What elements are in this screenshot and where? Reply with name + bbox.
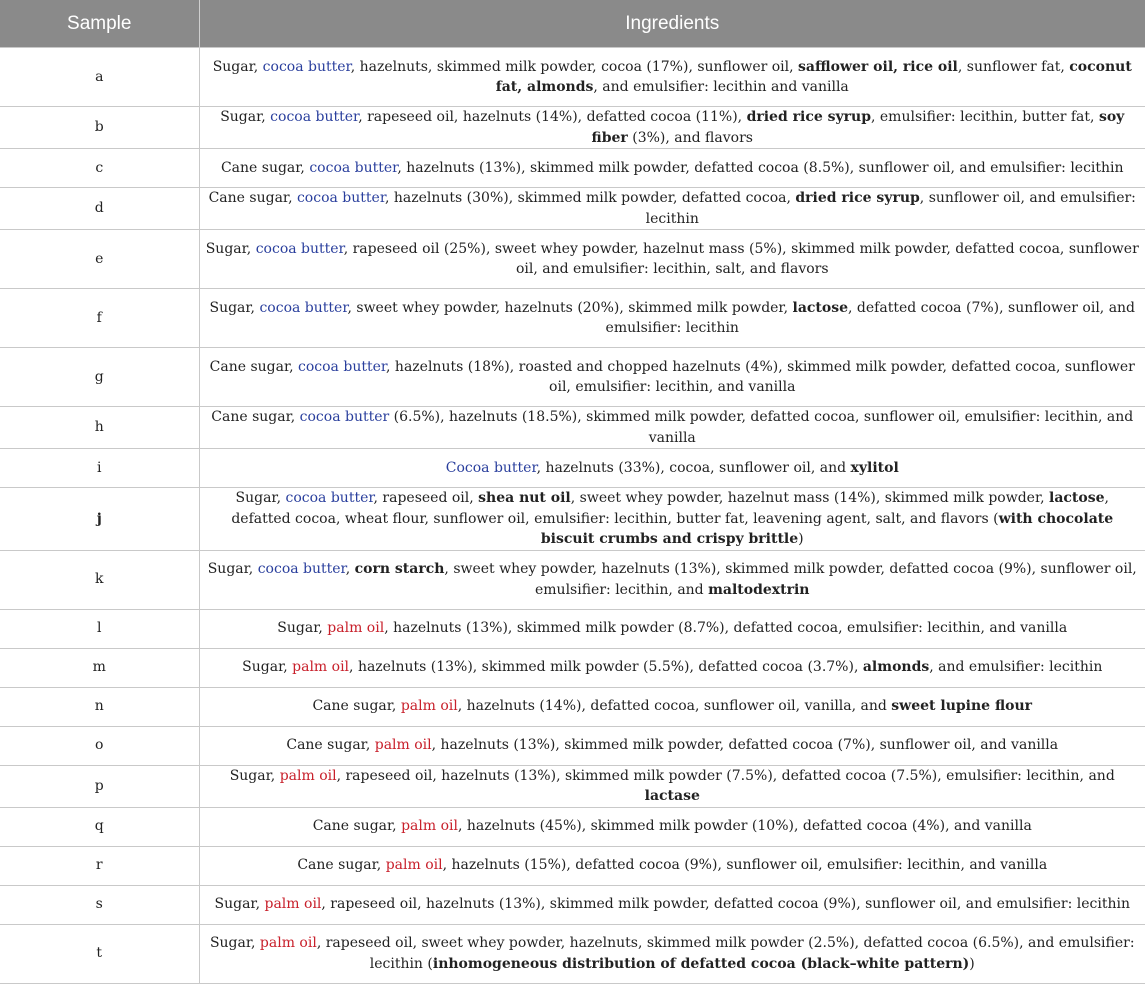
palm-oil-highlight: palm oil	[279, 767, 337, 784]
ingredient-text: , sunflower oil, and emulsifier: lecithin	[645, 190, 1136, 227]
table-row	[0, 807, 1145, 846]
bold-ingredient: almonds	[862, 659, 930, 676]
ingredient-text: , sweet whey powder, hazelnuts (13%), skimmed milk powder, defatted cocoa (9%), sunflower oil, emulsifier: lecithin, and	[444, 561, 1137, 598]
ingredients-cell	[199, 885, 1145, 924]
ingredient-text: Cane sugar,	[208, 190, 297, 206]
ingredient-text: , hazelnuts, skimmed milk powder, cocoa (17%), sunflower oil,	[350, 58, 799, 75]
ingredient-text: , and emulsifier: lecithin	[929, 659, 1103, 676]
ingredient-text: Cane sugar,	[286, 737, 375, 754]
ingredients-cell	[199, 807, 1145, 846]
ingredients-cell	[199, 488, 1145, 551]
sample-cell: b	[0, 107, 199, 149]
ingredient-text: , hazelnuts (33%), cocoa, sunflower oil, and	[536, 459, 851, 476]
table-row	[0, 407, 1145, 449]
ingredients-cell	[199, 48, 1145, 107]
palm-oil-highlight: palm oil	[259, 935, 317, 951]
ingredient-text: , and emulsifier: lecithin and vanilla	[593, 79, 849, 95]
ingredient-text: Cane sugar,	[297, 857, 386, 874]
ingredient-text: Cane sugar,	[211, 409, 300, 425]
ingredient-text: , hazelnuts (14%), defatted cocoa, sunflower oil, vanilla, and	[457, 698, 892, 715]
table-row	[0, 924, 1145, 983]
ingredient-text: , defatted cocoa (7%), sunflower oil, and emulsifier: lecithin	[605, 299, 1136, 336]
ingredient-text: , rapeseed oil, hazelnuts (13%), skimmed milk powder, defatted cocoa (9%), sunflower oil, and emulsifier: lecithin	[321, 896, 1130, 913]
ingredient-text: , rapeseed oil (25%), sweet whey powder, hazelnut mass (5%), skimmed milk powder, defatted cocoa, sunflower oil, and emulsifier: lecithin, salt, and flavors	[343, 240, 1139, 277]
ingredient-text: Sugar,	[229, 767, 280, 784]
ingredient-text: Sugar,	[209, 935, 260, 951]
ingredient-text: , rapeseed oil, sweet whey powder, hazelnuts, skimmed milk powder (2.5%), defatted cocoa (6.5%), and emulsifier: lecithin (	[316, 935, 1135, 972]
cocoa-butter-highlight: cocoa butter	[259, 299, 348, 316]
sample-cell: g	[0, 348, 199, 407]
ingredients-cell	[199, 687, 1145, 726]
ingredient-text: Sugar,	[209, 299, 260, 316]
cocoa-butter-highlight: cocoa butter	[270, 109, 359, 125]
ingredients-cell	[199, 348, 1145, 407]
ingredients-cell	[199, 609, 1145, 648]
table-row	[0, 687, 1145, 726]
sample-cell: l	[0, 609, 199, 648]
sample-cell: c	[0, 149, 199, 188]
palm-oil-highlight: palm oil	[327, 620, 385, 637]
ingredients-cell	[199, 107, 1145, 149]
ingredient-text: Cane sugar,	[220, 159, 310, 176]
ingredient-text: Sugar,	[207, 561, 258, 577]
bold-ingredient: dried rice syrup	[746, 109, 871, 125]
ingredient-text: (3%), and flavors	[627, 129, 753, 146]
cocoa-butter-highlight: Cocoa butter	[445, 459, 537, 476]
table-row	[0, 648, 1145, 687]
ingredient-text: , hazelnuts (45%), skimmed milk powder (10%), defatted cocoa (4%), and vanilla	[457, 818, 1032, 835]
table-row	[0, 230, 1145, 289]
ingredient-text: Cane sugar,	[312, 818, 402, 835]
cocoa-butter-highlight: cocoa butter	[309, 159, 398, 176]
sample-cell: f	[0, 289, 199, 348]
cocoa-butter-highlight: cocoa butter	[255, 240, 344, 257]
ingredients-cell	[199, 924, 1145, 983]
sample-cell: o	[0, 726, 199, 765]
table-row	[0, 885, 1145, 924]
ingredient-text: , hazelnuts (13%), skimmed milk powder, defatted cocoa (8.5%), sunflower oil, and emulsifier: lecithin	[397, 159, 1124, 176]
sample-cell: h	[0, 407, 199, 449]
sample-cell: a	[0, 48, 199, 107]
cocoa-butter-highlight: cocoa butter	[299, 409, 390, 425]
bold-ingredient: safflower oil, rice oil	[798, 58, 958, 75]
bold-ingredient: lactose	[1049, 490, 1105, 506]
ingredient-text: Cane sugar,	[312, 698, 401, 715]
ingredients-cell	[199, 648, 1145, 687]
ingredient-text: , sweet whey powder, hazelnut mass (14%), skimmed milk powder,	[570, 490, 1050, 506]
bold-ingredient: with chocolate biscuit crumbs and crispy brittle	[540, 510, 1114, 547]
ingredient-text: Sugar,	[277, 620, 328, 637]
table-row	[0, 449, 1145, 488]
table-row	[0, 149, 1145, 188]
table-row	[0, 846, 1145, 885]
ingredients-cell	[199, 765, 1145, 807]
ingredients-cell	[199, 188, 1145, 230]
ingredient-text: (6.5%), hazelnuts (18.5%), skimmed milk powder, defatted cocoa, sunflower oil, emulsifier: lecithin, and vanilla	[389, 409, 1134, 446]
ingredient-text: ,	[345, 561, 355, 577]
sample-cell: t	[0, 924, 199, 983]
palm-oil-highlight: palm oil	[385, 857, 443, 874]
table-row	[0, 107, 1145, 149]
ingredients-cell	[199, 149, 1145, 188]
ingredients-cell	[199, 289, 1145, 348]
bold-ingredient: sweet lupine flour	[891, 698, 1033, 715]
sample-cell: m	[0, 648, 199, 687]
ingredient-text: , hazelnuts (18%), roasted and chopped hazelnuts (4%), skimmed milk powder, defatted cocoa, sunflower oil, emulsifier: lecithin, and vanilla	[386, 358, 1135, 395]
ingredients-column-header: Ingredients	[199, 0, 1145, 48]
palm-oil-highlight: palm oil	[374, 737, 432, 754]
palm-oil-highlight: palm oil	[401, 818, 458, 835]
sample-cell: s	[0, 885, 199, 924]
bold-ingredient: lactase	[644, 788, 700, 804]
ingredient-text: Sugar,	[214, 896, 265, 913]
sample-column-header: Sample	[0, 0, 199, 48]
table-row	[0, 188, 1145, 230]
sample-cell: e	[0, 230, 199, 289]
bold-ingredient: shea nut oil	[478, 490, 571, 506]
ingredients-cell	[199, 846, 1145, 885]
ingredient-text: , hazelnuts (13%), skimmed milk powder (8.7%), defatted cocoa, emulsifier: lecithin, and vanilla	[384, 620, 1068, 637]
ingredient-text: , hazelnuts (13%), skimmed milk powder, defatted cocoa (7%), sunflower oil, and vanilla	[431, 737, 1059, 754]
palm-oil-highlight: palm oil	[400, 698, 458, 715]
table-row	[0, 488, 1145, 551]
ingredient-text: )	[969, 955, 975, 972]
palm-oil-highlight: palm oil	[292, 659, 350, 676]
sample-cell: r	[0, 846, 199, 885]
table-row	[0, 726, 1145, 765]
ingredient-text: , hazelnuts (30%), skimmed milk powder, defatted cocoa,	[384, 190, 796, 206]
ingredient-text: , hazelnuts (13%), skimmed milk powder (5.5%), defatted cocoa (3.7%),	[349, 659, 863, 676]
table-row	[0, 348, 1145, 407]
bold-ingredient: maltodextrin	[708, 581, 810, 598]
ingredient-text: , rapeseed oil,	[373, 490, 479, 506]
table-row	[0, 550, 1145, 609]
sample-cell: k	[0, 550, 199, 609]
ingredient-text: Sugar,	[205, 240, 256, 257]
bold-ingredient: inhomogeneous distribution of defatted cocoa (black–white pattern)	[432, 955, 970, 972]
bold-ingredient: coconut fat, almonds	[495, 58, 1132, 95]
cocoa-butter-highlight: cocoa butter	[296, 190, 385, 206]
ingredients-cell	[199, 230, 1145, 289]
sample-cell: p	[0, 765, 199, 807]
sample-cell: q	[0, 807, 199, 846]
ingredients-cell	[199, 550, 1145, 609]
ingredients-cell	[199, 449, 1145, 488]
cocoa-butter-highlight: cocoa butter	[262, 58, 351, 75]
bold-ingredient: dried rice syrup	[795, 190, 920, 206]
ingredients-cell	[199, 407, 1145, 449]
bold-ingredient: lactose	[792, 299, 849, 316]
sample-cell: d	[0, 188, 199, 230]
ingredient-text: , sweet whey powder, hazelnuts (20%), skimmed milk powder,	[347, 299, 793, 316]
table-header	[0, 0, 1145, 48]
ingredient-text: Cane sugar,	[209, 358, 299, 375]
bold-ingredient: soy fiber	[591, 109, 1125, 146]
ingredient-text: Sugar,	[220, 109, 271, 125]
cocoa-butter-highlight: cocoa butter	[285, 490, 374, 506]
ingredient-text: Sugar,	[212, 58, 263, 75]
sample-cell: i	[0, 449, 199, 488]
ingredient-text: )	[798, 531, 804, 547]
table-body	[0, 48, 1145, 984]
bold-ingredient: xylitol	[850, 459, 899, 476]
cocoa-butter-highlight: cocoa butter	[257, 561, 346, 577]
ingredient-text: , hazelnuts (15%), defatted cocoa (9%), sunflower oil, emulsifier: lecithin, and vanilla	[442, 857, 1048, 874]
header-row	[0, 0, 1145, 48]
ingredient-text: , rapeseed oil, hazelnuts (13%), skimmed milk powder (7.5%), defatted cocoa (7.5%), emulsifier: lecithin, and	[336, 767, 1115, 784]
sample-cell: n	[0, 687, 199, 726]
ingredient-text: , emulsifier: lecithin, butter fat,	[871, 109, 1099, 125]
ingredient-text: , rapeseed oil, hazelnuts (14%), defatted cocoa (11%),	[358, 109, 747, 125]
table-row	[0, 609, 1145, 648]
cocoa-butter-highlight: cocoa butter	[298, 358, 387, 375]
ingredient-text: Sugar,	[242, 659, 293, 676]
ingredient-text: Sugar,	[235, 490, 286, 506]
table-row	[0, 48, 1145, 107]
ingredients-cell	[199, 726, 1145, 765]
table-row	[0, 289, 1145, 348]
table-row	[0, 765, 1145, 807]
sample-cell: j	[0, 488, 199, 551]
ingredient-text: , sunflower fat,	[957, 58, 1070, 75]
palm-oil-highlight: palm oil	[264, 896, 322, 913]
bold-ingredient: corn starch	[354, 561, 445, 577]
ingredient-text: , defatted cocoa, wheat flour, sunflower oil, emulsifier: lecithin, butter fat, leavening agent, salt, and flavors (	[231, 490, 1109, 527]
